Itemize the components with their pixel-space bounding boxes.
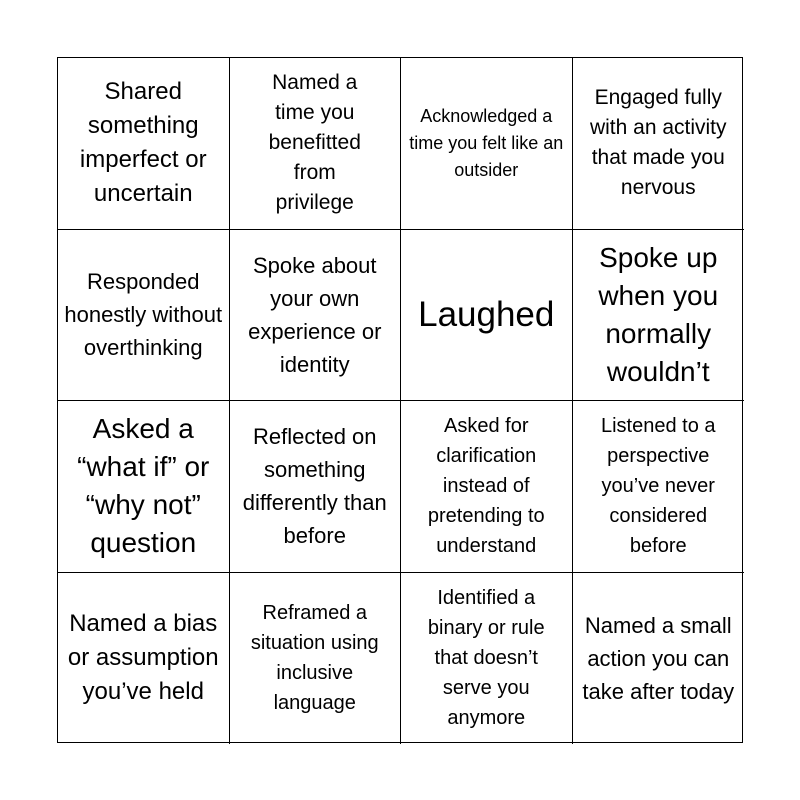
bingo-cell-10[interactable]: [230, 401, 402, 573]
cell-text: Reframed a situation using inclusive language: [250, 602, 379, 715]
bingo-cell-1[interactable]: [58, 58, 230, 230]
bingo-cell-14[interactable]: [230, 573, 402, 745]
bingo-cell-6[interactable]: [230, 230, 402, 402]
bingo-cell-8[interactable]: [573, 230, 745, 402]
cell-text: Identified a binary or rule that doesn’t serve you anymore: [427, 587, 545, 730]
cell-text: Listened to a perspective you’ve never considered before: [600, 415, 716, 558]
cell-text: Asked a “what if” or “why not” question: [77, 413, 210, 559]
cell-text: Named a small action you can take after today: [582, 612, 735, 704]
cell-text: Named a bias or assumption you’ve held: [67, 610, 219, 706]
cell-text: Engaged fully with an activity that made you nervous: [589, 86, 727, 200]
cell-text: Spoke up when you normally wouldn’t: [598, 241, 719, 387]
cell-text: Laughed: [418, 294, 555, 334]
bingo-cell-9[interactable]: [58, 401, 230, 573]
cell-text: Reflected on something differently than before: [242, 424, 387, 549]
cell-text: Acknowledged a time you felt like an outsider: [409, 105, 564, 180]
bingo-board: [57, 57, 743, 743]
bingo-cell-12[interactable]: [573, 401, 745, 573]
cell-text: Named a time you benefitted from privilege: [268, 71, 361, 215]
cell-text: Spoke about your own experience or identity: [248, 252, 382, 377]
cell-text: Shared something imperfect or uncertain: [79, 78, 207, 208]
bingo-cell-11[interactable]: [401, 401, 573, 573]
bingo-cell-3[interactable]: [401, 58, 573, 230]
cell-text: Responded honestly without overthinking: [64, 269, 223, 361]
bingo-cell-5[interactable]: [58, 230, 230, 402]
bingo-cell-13[interactable]: [58, 573, 230, 745]
bingo-cell-7[interactable]: [401, 230, 573, 402]
bingo-cell-15[interactable]: [401, 573, 573, 745]
bingo-cell-4[interactable]: [573, 58, 745, 230]
cell-text: Asked for clarification instead of pretending to understand: [427, 415, 545, 558]
bingo-cell-16[interactable]: [573, 573, 745, 745]
bingo-cell-2[interactable]: [230, 58, 402, 230]
